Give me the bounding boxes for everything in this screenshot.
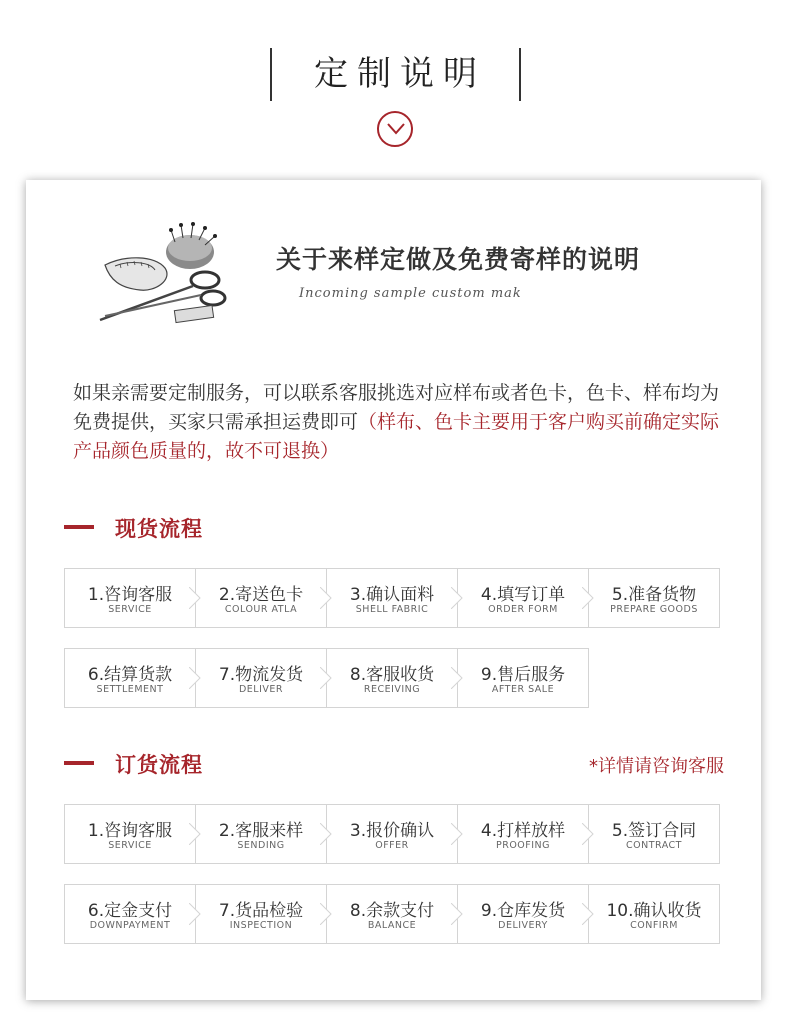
process-step (326, 648, 457, 708)
step-label: 7.货品检验 (218, 901, 304, 921)
intro-text: 如果亲需要定制服务，可以联系客服挑选对应样布或者色卡，色卡、样布均为免费提供，买家只需承担运费即可 (73, 382, 720, 433)
step-label: 4.填写订单 (480, 585, 566, 605)
chevron-right-icon (451, 587, 463, 609)
stock-process-row-2 (64, 648, 589, 708)
step-sublabel: PROOFING (495, 840, 551, 851)
step-sublabel: DELIVERY (498, 920, 548, 931)
stock-process-row-1 (64, 568, 720, 628)
chevron-right-icon (189, 903, 201, 925)
chevron-right-icon (451, 667, 463, 689)
chevron-right-icon (582, 903, 594, 925)
process-step (588, 804, 720, 864)
step-sublabel: COLOUR ATLA (224, 604, 298, 615)
step-sublabel: SHELL FABRIC (355, 604, 429, 615)
step-label: 1.咨询客服 (87, 821, 173, 841)
step-sublabel: SERVICE (108, 840, 152, 851)
intro-highlight: （样布、色卡主要用于客户购买前确定实际产品颜色质量的，故不可退换） (73, 411, 720, 462)
chevron-right-icon (320, 667, 332, 689)
section-marker-order (64, 761, 94, 765)
title-divider-right (519, 48, 521, 101)
step-sublabel: PREPARE GOODS (610, 604, 698, 615)
chevron-right-icon (451, 903, 463, 925)
section-title-order: 订货流程 (115, 753, 203, 777)
sewing-tools-icon (95, 220, 235, 325)
chevron-right-icon (320, 823, 332, 845)
step-label: 3.确认面料 (349, 585, 435, 605)
order-process-row-1 (64, 804, 720, 864)
step-label: 6.定金支付 (87, 901, 173, 921)
process-step (326, 884, 457, 944)
step-sublabel: CONFIRM (630, 920, 678, 931)
step-sublabel: DOWNPAYMENT (89, 920, 171, 931)
process-step (195, 648, 326, 708)
process-step (588, 568, 720, 628)
step-label: 5.准备货物 (611, 585, 697, 605)
step-label: 2.寄送色卡 (218, 585, 304, 605)
process-step (588, 884, 720, 944)
process-step (195, 804, 326, 864)
chevron-right-icon (189, 823, 201, 845)
section-marker-stock (64, 525, 94, 529)
step-label: 2.客服来样 (218, 821, 304, 841)
process-step (457, 884, 588, 944)
chevron-right-icon (451, 823, 463, 845)
process-step (195, 568, 326, 628)
step-sublabel: CONTRACT (625, 840, 682, 851)
step-sublabel: SENDING (237, 840, 285, 851)
chevron-right-icon (582, 823, 594, 845)
process-step (457, 568, 588, 628)
step-label: 6.结算货款 (87, 665, 173, 685)
step-sublabel: BALANCE (367, 920, 417, 931)
process-step (64, 568, 195, 628)
step-sublabel: RECEIVING (363, 684, 421, 695)
step-label: 1.咨询客服 (87, 585, 173, 605)
process-step (64, 804, 195, 864)
step-label: 8.余款支付 (349, 901, 435, 921)
step-label: 9.售后服务 (480, 665, 566, 685)
process-step (64, 648, 195, 708)
process-step (326, 804, 457, 864)
order-process-note: *详情请咨询客服 (589, 756, 724, 777)
chevron-right-icon (320, 903, 332, 925)
chevron-right-icon (582, 587, 594, 609)
step-sublabel: INSPECTION (229, 920, 293, 931)
process-step (457, 648, 589, 708)
process-step (326, 568, 457, 628)
step-sublabel: OFFER (375, 840, 409, 851)
page-title: 定制说明 (314, 54, 486, 94)
order-process-row-2 (64, 884, 720, 944)
step-label: 9.仓库发货 (480, 901, 566, 921)
step-sublabel: ORDER FORM (488, 604, 558, 615)
chevron-right-icon (320, 587, 332, 609)
step-label: 4.打样放样 (480, 821, 566, 841)
step-label: 7.物流发货 (218, 665, 304, 685)
chevron-right-icon (189, 667, 201, 689)
step-label: 8.客服收货 (349, 665, 435, 685)
intro-paragraph (73, 379, 723, 466)
card-heading: 关于来样定做及免费寄样的说明 (276, 245, 641, 274)
chevron-down-icon (377, 111, 413, 147)
section-title-stock: 现货流程 (115, 517, 203, 541)
step-sublabel: AFTER SALE (491, 684, 555, 695)
step-sublabel: DELIVER (238, 684, 283, 695)
process-step (64, 884, 195, 944)
step-label: 5.签订合同 (611, 821, 697, 841)
step-sublabel: SETTLEMENT (96, 684, 164, 695)
card-subheading: Incoming sample custom mak (299, 286, 522, 301)
process-step (457, 804, 588, 864)
process-step (195, 884, 326, 944)
step-sublabel: SERVICE (108, 604, 152, 615)
step-label: 3.报价确认 (349, 821, 435, 841)
step-label: 10.确认收货 (606, 901, 702, 921)
chevron-right-icon (189, 587, 201, 609)
